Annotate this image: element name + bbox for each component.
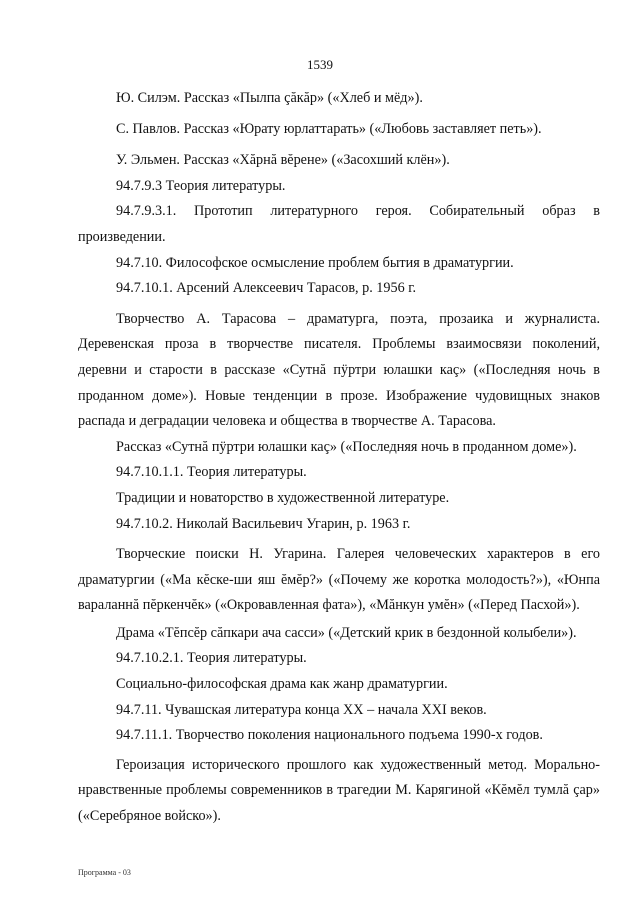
paragraph: Социально-философская драма как жанр драматургии. — [116, 676, 448, 693]
page-number: 1539 — [307, 57, 333, 72]
paragraph: С. Павлов. Рассказ «Юрату юрлаттарать» («Любовь заставляет петь»). — [116, 120, 542, 137]
section-heading: 94.7.9.3 Теория литературы. — [116, 177, 286, 194]
section-heading: 94.7.11.1. Творчество поколения национального подъема 1990-х годов. — [116, 727, 543, 744]
paragraph: Драма «Тĕпсĕр сăпкари ача сасси» («Детский крик в бездонной колыбели»). — [116, 624, 577, 641]
paragraph: Творческие поиски Н. Угарина. Галерея человеческих характеров в его драматургии («Ма кĕске-ши яш ĕмĕр?» («Почему же коротка молодость?»), «Юнпа вараланнă пĕркенчĕк» («Окровавленная фата»), «Мăнкун умĕн» («Перед Пасхой»). — [78, 546, 600, 614]
section-heading: 94.7.10.1.1. Теория литературы. — [116, 464, 307, 481]
paragraph: Творчество А. Тарасова – драматурга, поэта, прозаика и журналиста. Деревенская проза в творчестве писателя. Проблемы взаимосвязи поколений, деревни и старости в рассказе «Сутнă пÿртри юлашки каç» («Последняя ночь в проданном доме»). Новые тенденции в прозе. Изображение чудовищных знаков распада и деградации человека и общества в творчестве А. Тарасова. — [78, 310, 600, 430]
document-body — [78, 80, 600, 830]
section-heading: 94.7.11. Чувашская литература конца XX – начала XXI веков. — [116, 701, 487, 718]
paragraph: Ю. Силэм. Рассказ «Пылпа çăкăр» («Хлеб и мёд»). — [116, 90, 423, 106]
section-heading: 94.7.10.1. Арсений Алексеевич Тарасов, р. 1956 г. — [116, 280, 416, 297]
section-heading: 94.7.10.2.1. Теория литературы. — [116, 650, 307, 667]
paragraph: У. Эльмен. Рассказ «Хăрнă вĕрене» («Засохший клён»). — [116, 152, 450, 169]
section-heading: 94.7.10.2. Николай Васильевич Угарин, р. 1963 г. — [116, 515, 411, 532]
paragraph: Героизация исторического прошлого как художественный метод. Морально-нравственные проблемы современников в трагедии М. Карягиной «Кĕмĕл тумлă çар» («Серебряное войско»). — [78, 756, 600, 825]
paragraph: Рассказ «Сутнă пÿртри юлашки каç» («Последняя ночь в проданном доме»). — [116, 438, 577, 455]
page-footer: Программа - 03 — [78, 868, 131, 877]
section-heading: 94.7.10. Философское осмысление проблем бытия в драматургии. — [116, 254, 514, 271]
paragraph: Традиции и новаторство в художественной литературе. — [116, 489, 450, 506]
section-heading: 94.7.9.3.1. Прототип литературного героя. Собирательный образ в произведении. — [78, 203, 600, 245]
